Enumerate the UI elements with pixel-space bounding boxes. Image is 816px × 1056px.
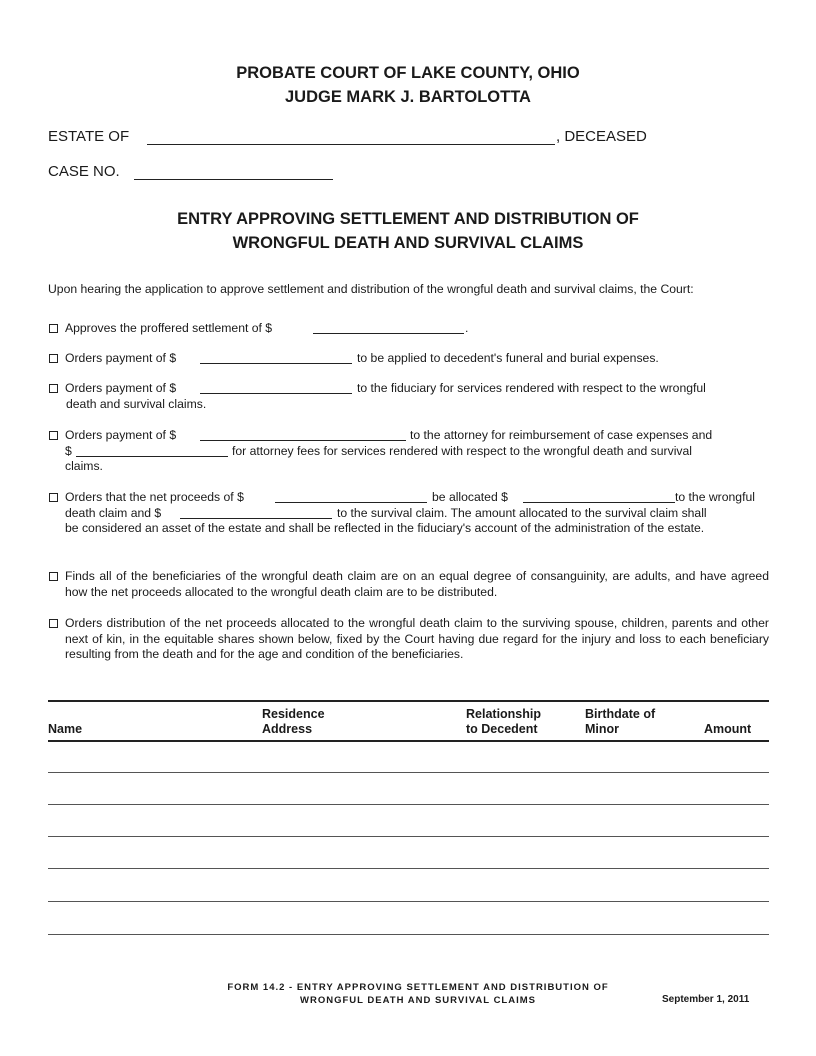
estate-label: ESTATE OF bbox=[48, 128, 130, 145]
table-row[interactable] bbox=[48, 934, 769, 935]
item-net-proceeds-allocation: Orders that the net proceeds of $ be allocated $ to the wrongful death claim and $ to the survival claim. The amount allocated to the survival claim shall be considered an asset of the estate and shall be reflected in the fiduciary's account of the administration of the estate. bbox=[48, 490, 769, 537]
survival-allocation-field[interactable] bbox=[180, 518, 332, 519]
table-row[interactable] bbox=[48, 804, 769, 805]
table-row[interactable] bbox=[48, 868, 769, 869]
col-amount: Amount bbox=[704, 722, 752, 736]
col-residence-line1: Residence bbox=[262, 707, 325, 721]
estate-name-field[interactable] bbox=[147, 144, 555, 145]
net-proceeds-field[interactable] bbox=[275, 502, 427, 503]
col-relationship-line1: Relationship bbox=[466, 707, 542, 721]
col-name: Name bbox=[48, 722, 83, 736]
item-approve-settlement: Approves the proffered settlement of $ . bbox=[48, 321, 769, 337]
table-top-rule bbox=[48, 700, 769, 702]
table-row[interactable] bbox=[48, 772, 769, 773]
net-proceeds-text: be considered an asset of the estate and shall be reflected in the fiduciary's account of the administration of the estate. bbox=[65, 521, 705, 536]
attorney-payment-checkbox[interactable] bbox=[49, 431, 58, 440]
attorney-fees-field[interactable] bbox=[76, 456, 228, 457]
item-fiduciary-payment: Orders payment of $ to the fiduciary for services rendered with respect to the wrongful death and survival claims. bbox=[48, 381, 769, 412]
fiduciary-amount-field[interactable] bbox=[200, 393, 352, 394]
fiduciary-payment-checkbox[interactable] bbox=[49, 384, 58, 393]
wrongful-death-allocation-field[interactable] bbox=[523, 502, 675, 503]
intro-paragraph: Upon hearing the application to approve settlement and distribution of the wrongful death and survival claims, the Court: bbox=[48, 282, 694, 296]
judge-name: JUDGE MARK J. BARTOLOTTA bbox=[285, 88, 531, 106]
col-residence-line2: Address bbox=[262, 722, 313, 736]
entry-title-line2: WRONGFUL DEATH AND SURVIVAL CLAIMS bbox=[232, 234, 584, 252]
col-birthdate-line1: Birthdate of bbox=[585, 707, 656, 721]
item-funeral-expenses: Orders payment of $ to be applied to decedent's funeral and burial expenses. bbox=[48, 351, 769, 367]
item-beneficiaries-agree bbox=[48, 569, 769, 600]
col-birthdate-line2: Minor bbox=[585, 722, 620, 736]
orders-distribution-checkbox[interactable] bbox=[49, 619, 58, 628]
col-relationship-line2: to Decedent bbox=[466, 722, 538, 736]
approve-settlement-checkbox[interactable] bbox=[49, 324, 58, 333]
item-attorney-payment: Orders payment of $ to the attorney for reimbursement of case expenses and $ for attorney fees for services rendered with respect to the wrongful death and survival claims. bbox=[48, 428, 769, 475]
footer-form-line2: WRONGFUL DEATH AND SURVIVAL CLAIMS bbox=[300, 995, 536, 1006]
court-name: PROBATE COURT OF LAKE COUNTY, OHIO bbox=[236, 64, 580, 82]
table-row[interactable] bbox=[48, 901, 769, 902]
beneficiaries-agree-text: Finds all of the beneficiaries of the wrongful death claim are on an equal degree of consanguinity, are adults, and have agreed how the net proceeds allocated to the wrongful death claim are to be distributed. bbox=[65, 569, 769, 599]
entry-title-line1: ENTRY APPROVING SETTLEMENT AND DISTRIBUTION OF bbox=[177, 210, 639, 228]
net-proceeds-checkbox[interactable] bbox=[49, 493, 58, 502]
beneficiaries-agree-checkbox[interactable] bbox=[49, 572, 58, 581]
deceased-label: , DECEASED bbox=[556, 128, 647, 145]
attorney-expenses-field[interactable] bbox=[200, 440, 406, 441]
footer-form-line1: FORM 14.2 - ENTRY APPROVING SETTLEMENT AND DISTRIBUTION OF bbox=[227, 982, 609, 993]
table-row[interactable] bbox=[48, 836, 769, 837]
settlement-amount-field[interactable] bbox=[313, 333, 464, 334]
table-header-rule bbox=[48, 740, 769, 742]
case-number-label: CASE NO. bbox=[48, 163, 120, 180]
footer-date: September 1, 2011 bbox=[662, 994, 750, 1005]
orders-distribution-text: Orders distribution of the net proceeds allocated to the wrongful death claim to the surviving spouse, children, parents and other next of kin, in the equitable shares shown below, fixed by the Court having due regard for the injury and loss to each beneficiary resulting from the death and for the age and condition of the beneficiaries. bbox=[65, 616, 769, 662]
funeral-expenses-checkbox[interactable] bbox=[49, 354, 58, 363]
item-orders-distribution bbox=[48, 616, 769, 663]
case-number-field[interactable] bbox=[134, 179, 333, 180]
funeral-amount-field[interactable] bbox=[200, 363, 352, 364]
